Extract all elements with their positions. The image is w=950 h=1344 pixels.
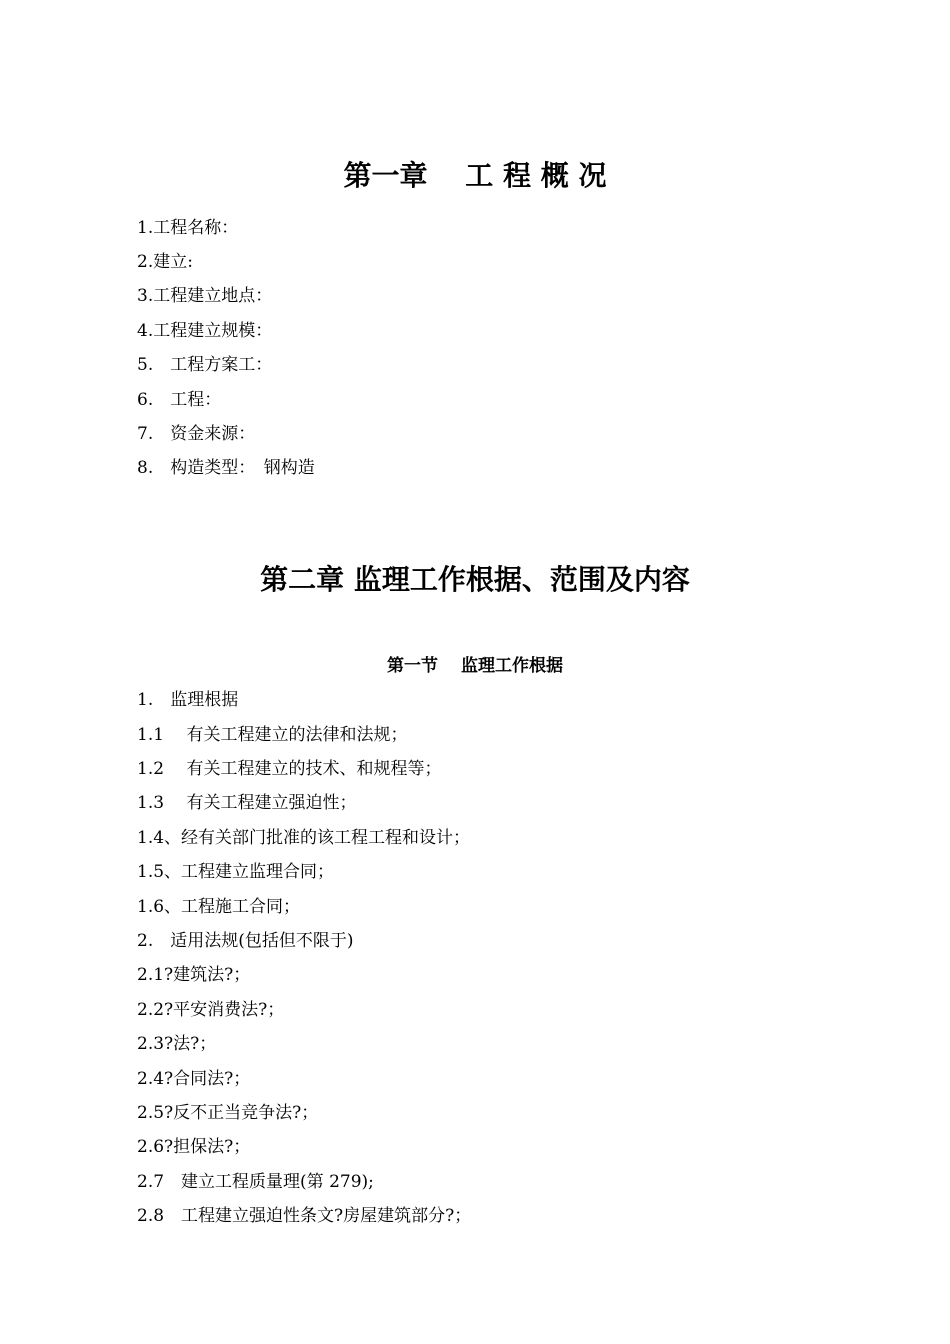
chapter-2-item: 2.2?平安消费法?； — [137, 1000, 285, 1020]
chapter-2-item: 1.2 有关工程建立的技术、和规程等； — [137, 759, 442, 779]
chapter-1-item: 4.工程建立规模： — [137, 321, 273, 341]
chapter-2-item: 1. 监理根据 — [137, 690, 239, 710]
chapter-2-item: 1.3 有关工程建立强迫性； — [137, 793, 357, 813]
chapter-2-item: 2.3?法?； — [137, 1034, 217, 1054]
chapter-2-item: 2.1?建筑法?； — [137, 965, 251, 985]
chapter-2-item: 2. 适用法规(包括但不限于) — [137, 931, 354, 951]
chapter-1-item: 6. 工程： — [137, 390, 222, 410]
chapter-2-item: 1.1 有关工程建立的法律和法规； — [137, 725, 408, 745]
chapter-2-item: 1.4、经有关部门批准的该工程工程和设计； — [137, 828, 471, 848]
chapter-1-item: 1.工程名称： — [137, 218, 239, 238]
chapter-1-item: 2.建立: — [137, 252, 193, 272]
chapter-2-item: 2.6?担保法?； — [137, 1137, 251, 1157]
chapter-1-item: 3.工程建立地点： — [137, 286, 273, 306]
chapter-2-item: 2.5?反不正当竞争法?； — [137, 1103, 319, 1123]
chapter-1-item: 5. 工程方案工： — [137, 355, 273, 375]
section-1-title: 第一节 监理工作根据 — [387, 656, 563, 676]
chapter-2-item: 2.7 建立工程质量理(第 279); — [137, 1172, 374, 1192]
chapter-2-item: 2.8 工程建立强迫性条文?房屋建筑部分?； — [137, 1206, 472, 1226]
chapter-1-item: 8. 构造类型： 钢构造 — [137, 458, 315, 478]
chapter-1-title: 第一章 工 程 概 况 — [343, 159, 607, 192]
chapter-2-item: 2.4?合同法?； — [137, 1069, 251, 1089]
chapter-2-item: 1.5、工程建立监理合同； — [137, 862, 335, 882]
chapter-1-item: 7. 资金来源： — [137, 424, 256, 444]
chapter-2-item: 1.6、工程施工合同； — [137, 897, 301, 917]
chapter-2-title: 第二章 监理工作根据、范围及内容 — [260, 563, 690, 596]
